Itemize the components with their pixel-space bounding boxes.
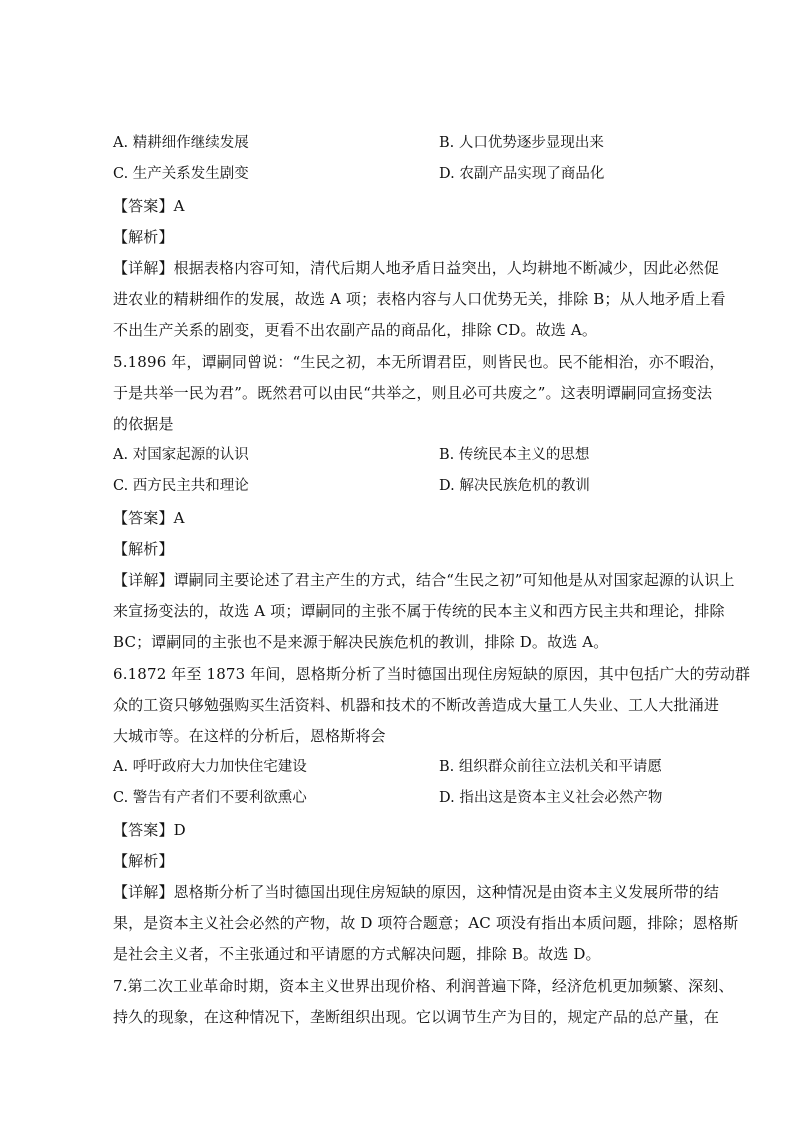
q6-stem-line-3: 大城市等。在这样的分析后，恩格斯将会 [113, 727, 386, 745]
q4-option-d[interactable]: D. 农副产品实现了商品化 [439, 166, 605, 182]
q4-detail-line-3: 不出生产关系的剧变，更看不出农副产品的商品化，排除 CD。故选 A。 [113, 321, 597, 339]
q5-option-a[interactable]: A. 对国家起源的认识 [113, 447, 249, 463]
q4-analysis-tag: 【解析】 [113, 228, 174, 246]
q4-option-c[interactable]: C. 生产关系发生剧变 [113, 166, 249, 182]
answer-value: A [173, 509, 185, 527]
q6-detail-line-2: 果，是资本主义社会必然的产物，故 D 项符合题意；AC 项没有指出本质问题，排除；恩格斯 [113, 914, 739, 932]
q4-option-b[interactable]: B. 人口优势逐步显现出来 [439, 135, 604, 151]
q6-detail-line-1 [113, 882, 720, 902]
detail-tag: 【详解】 [113, 883, 174, 901]
q5-detail-line-3: BC；谭嗣同的主张也不是来源于解决民族危机的教训，排除 D。故选 A。 [113, 633, 609, 651]
q7-stem-line-2: 持久的现象，在这种情况下，垄断组织出现。它以调节生产为目的，规定产品的总产量，在 [113, 1008, 720, 1026]
detail-text: 谭嗣同主要论述了君主产生的方式，结合“生民之初”可知他是从对国家起源的认识上 [173, 571, 735, 589]
q6-stem-line-1: 6.1872 年至 1873 年间，恩格斯分析了当时德国出现住房短缺的原因，其中包括广大的劳动群 [113, 665, 751, 683]
q5-answer [113, 508, 683, 528]
q6-answer [113, 820, 683, 840]
q5-detail-line-2: 来宣扬变法的，故选 A 项；谭嗣同的主张不属于传统的民本主义和西方民主共和理论，排除 [113, 602, 725, 620]
q6-option-a[interactable]: A. 呼吁政府大力加快住宅建设 [113, 759, 307, 775]
answer-tag: 【答案】 [113, 821, 174, 839]
q5-option-c[interactable]: C. 西方民主共和理论 [113, 478, 249, 494]
q4-option-a[interactable]: A. 精耕细作继续发展 [113, 135, 249, 151]
q6-stem-line-2: 众的工资只够勉强购买生活资料、机器和技术的不断改善造成大量工人失业、工人大批涌进 [113, 696, 720, 714]
q6-detail-line-3: 是社会主义者，不主张通过和平请愿的方式解决问题，排除 B。故选 D。 [113, 945, 601, 963]
answer-tag: 【答案】 [113, 509, 174, 527]
q5-detail-line-1 [113, 570, 735, 590]
q5-analysis-tag: 【解析】 [113, 540, 174, 558]
q7-stem-line-1: 7.第二次工业革命时期，资本主义世界出现价格、利润普遍下降，经济危机更加频繁、深刻、 [113, 977, 734, 995]
q6-analysis-tag: 【解析】 [113, 852, 174, 870]
answer-value: A [173, 197, 185, 215]
q4-detail-line-1 [113, 258, 720, 278]
q6-option-b[interactable]: B. 组织群众前往立法机关和平请愿 [439, 759, 662, 775]
answer-tag: 【答案】 [113, 197, 174, 215]
q5-option-d[interactable]: D. 解决民族危机的教训 [439, 478, 590, 494]
q5-option-b[interactable]: B. 传统民本主义的思想 [439, 447, 590, 463]
q4-detail-line-2: 进农业的精耕细作的发展，故选 A 项；表格内容与人口优势无关，排除 B；从人地矛盾上看 [113, 290, 726, 308]
q5-stem-line-1: 5.1896 年，谭嗣同曾说：“生民之初，本无所谓君臣，则皆民也。民不能相治，亦不暇治， [113, 353, 725, 371]
detail-text: 恩格斯分析了当时德国出现住房短缺的原因，这种情况是由资本主义发展所带的结 [173, 883, 720, 901]
q6-option-d[interactable]: D. 指出这是资本主义社会必然产物 [439, 790, 663, 806]
detail-text: 根据表格内容可知，清代后期人地矛盾日益突出，人均耕地不断减少，因此必然促 [173, 259, 720, 277]
detail-tag: 【详解】 [113, 259, 174, 277]
q6-option-c[interactable]: C. 警告有产者们不要利欲熏心 [113, 790, 307, 806]
q5-stem-line-3: 的依据是 [113, 415, 174, 433]
answer-value: D [173, 821, 186, 839]
detail-tag: 【详解】 [113, 571, 174, 589]
q5-stem-line-2: 于是共举一民为君”。既然君可以由民“共举之，则且必可共废之”。这表明谭嗣同宣扬变法 [113, 384, 713, 402]
q4-answer [113, 196, 683, 216]
